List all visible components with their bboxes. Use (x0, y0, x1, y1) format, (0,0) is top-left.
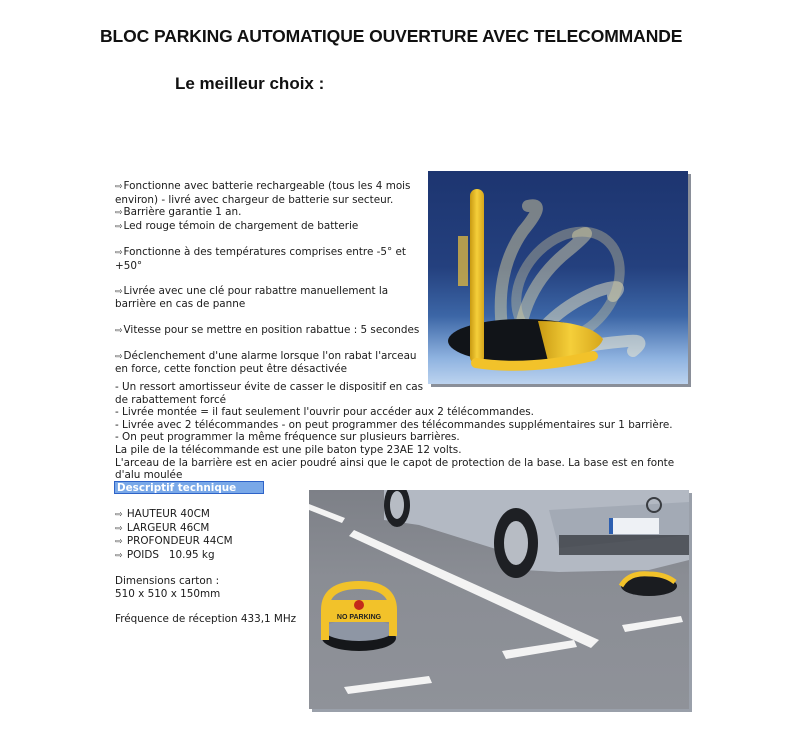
feature-item: ⇨Livrée avec une clé pour rabattre manuellement la (115, 284, 389, 297)
page-title: BLOC PARKING AUTOMATIQUE OUVERTURE AVEC TELECOMMANDE (100, 26, 683, 46)
feature-item: ⇨Vitesse pour se mettre en position rabattue : 5 secondes (115, 323, 420, 336)
note-line: L'arceau de la barrière est en acier poudré ainsi que le capot de protection de la base. La base est en fonte (115, 456, 675, 469)
features-list (115, 180, 419, 376)
feature-item: ⇨Déclenchement d'une alarme lorsque l'on rabat l'arceau (115, 349, 417, 362)
feature-item-cont: en force, cette fonction peut être désactivée (115, 363, 348, 376)
arrow-right-icon: ⇨ (115, 286, 123, 297)
carton-label: Dimensions carton : (115, 574, 220, 587)
note-line: d'alu moulée (115, 469, 183, 482)
arrow-right-icon: ⇨ (115, 351, 123, 362)
arrow-right-icon: ⇨ (115, 550, 123, 561)
notes-block (115, 381, 674, 482)
tech-description-heading: Descriptif technique (114, 481, 264, 494)
spec-item: ⇨ HAUTEUR 40CM (115, 508, 210, 520)
arrow-right-icon: ⇨ (115, 182, 123, 192)
feature-item-cont: +50° (115, 259, 143, 272)
barrier-folding-illustration (428, 171, 688, 384)
arrow-right-icon: ⇨ (115, 208, 123, 219)
feature-item-cont: barrière en cas de panne (115, 298, 246, 311)
arrow-right-icon: ⇨ (115, 523, 123, 534)
note-line: - Livrée avec 2 télécommandes - on peut programmer des télécommandes supplémentaires sur 1 barrière. (115, 418, 673, 431)
arrow-right-icon: ⇨ (115, 537, 123, 548)
specs-block (115, 508, 296, 625)
note-line: - Livrée montée = il faut seulement l'ouvrir pour accéder aux 2 télécommandes. (115, 406, 534, 419)
note-line: de rabattement forcé (115, 393, 227, 406)
arrow-right-icon: ⇨ (115, 510, 123, 520)
arrow-right-icon: ⇨ (115, 247, 123, 258)
page-subtitle: Le meilleur choix : (175, 74, 325, 93)
parking-scene-illustration (309, 490, 689, 709)
feature-item-cont: environ) - livré avec chargeur de batterie sur secteur. (115, 193, 394, 206)
note-line: - Un ressort amortisseur évite de casser le dispositif en cas (115, 381, 424, 393)
feature-item: ⇨Fonctionne avec batterie rechargeable (tous les 4 mois (115, 180, 411, 192)
parking-scene-image (309, 490, 689, 709)
product-motion-image (428, 171, 688, 384)
feature-item: ⇨Barrière garantie 1 an. (115, 206, 242, 219)
carton-value: 510 x 510 x 150mm (115, 587, 221, 600)
spec-item: ⇨ PROFONDEUR 44CM (115, 535, 233, 548)
no-parking-sign: NO PARKING (336, 614, 382, 621)
spec-item: ⇨ POIDS 10.95 kg (115, 548, 215, 561)
note-line: La pile de la télécommande est une pile baton type 23AE 12 volts. (115, 443, 462, 456)
feature-item: ⇨Led rouge témoin de chargement de batterie (115, 219, 359, 232)
feature-item: ⇨Fonctionne à des températures comprises entre -5° et (115, 245, 406, 258)
frequency: Fréquence de réception 433,1 MHz (115, 612, 297, 625)
arrow-right-icon: ⇨ (115, 325, 123, 336)
arrow-right-icon: ⇨ (115, 221, 123, 232)
note-line: - On peut programmer la même fréquence sur plusieurs barrières. (115, 431, 460, 444)
spec-item: ⇨ LARGEUR 46CM (115, 521, 210, 534)
